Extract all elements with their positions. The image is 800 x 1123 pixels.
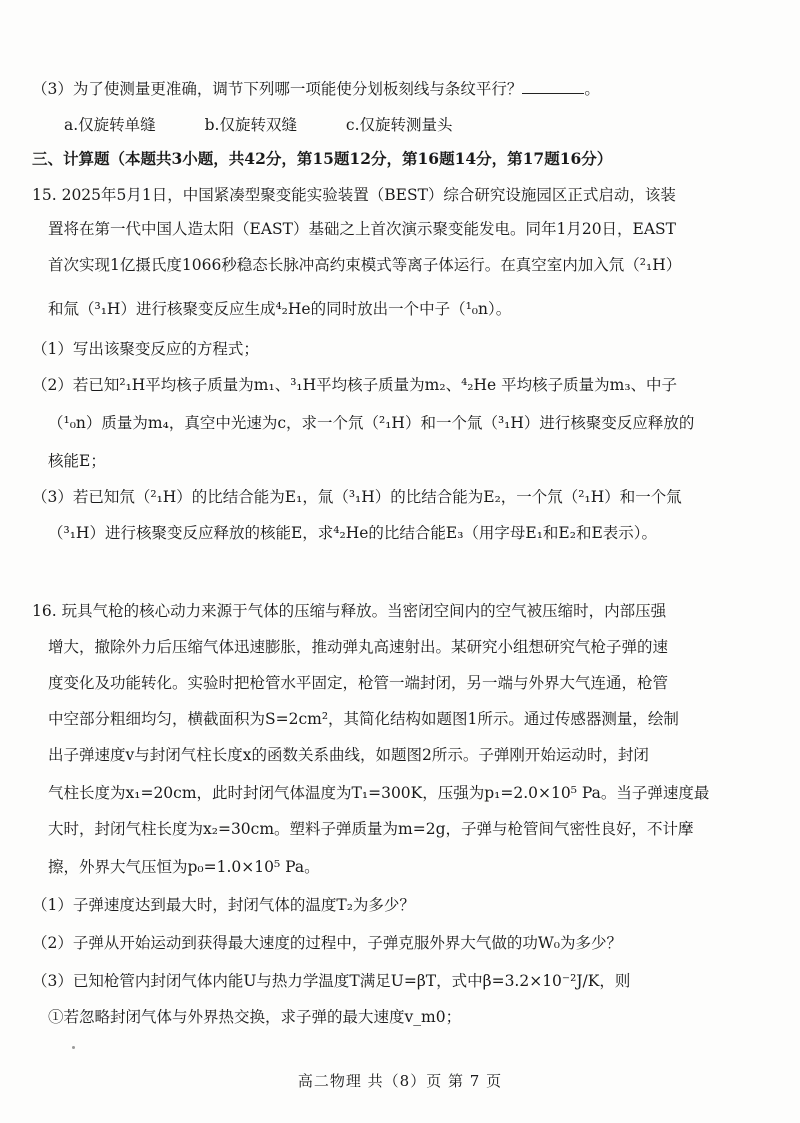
q15-part3-line-2: （³₁H）进行核聚变反应释放的核能E，求⁴₂He的比结合能E₃（用字母E₁和E₂和E表示）。 bbox=[48, 524, 658, 542]
q15-part1: （1）写出该聚变反应的方程式； bbox=[32, 340, 259, 358]
q15-line-1: 15. 2025年5月1日，中国紧凑型聚变能实验装置（BEST）综合研究设施园区正式启动，该装 bbox=[32, 186, 676, 204]
q14-part3-text: （3）为了使测量更准确，调节下列哪一项能使分划板刻线与条纹平行？ bbox=[32, 80, 523, 98]
q16-part2: （2）子弹从开始运动到获得最大速度的过程中，子弹克服外界大气做的功W₀为多少？ bbox=[32, 934, 623, 952]
q14-part3-question bbox=[32, 78, 776, 100]
option-c: c.仅旋转测量头 bbox=[345, 116, 453, 134]
q16-line-6: 气柱长度为x₁=20cm，此时封闭气体温度为T₁=300K，压强为p₁=2.0×10⁵ Pa。当子弹速度最 bbox=[48, 784, 710, 802]
q14-part3-end: 。 bbox=[584, 80, 600, 98]
scan-speck bbox=[72, 1046, 75, 1049]
q15-line-4: 和氚（³₁H）进行核聚变反应生成⁴₂He的同时放出一个中子（¹₀n）。 bbox=[48, 300, 512, 318]
q15-part3-line-1: （3）若已知氘（²₁H）的比结合能为E₁，氚（³₁H）的比结合能为E₂，一个氘（²₁H）和一个氚 bbox=[32, 488, 682, 506]
q15-part2-line-2: （¹₀n）质量为m₄，真空中光速为c，求一个氘（²₁H）和一个氚（³₁H）进行核聚变反应释放的 bbox=[48, 414, 695, 432]
q16-line-1: 16. 玩具气枪的核心动力来源于气体的压缩与释放。当密闭空间内的空气被压缩时，内部压强 bbox=[32, 602, 667, 620]
q16-line-4: 中空部分粗细均匀，横截面积为S=2cm²，其简化结构如题图1所示。通过传感器测量，绘制 bbox=[48, 710, 679, 728]
q15-line-2: 置将在第一代中国人造太阳（EAST）基础之上首次演示聚变能发电。同年1月20日，EAST bbox=[48, 220, 677, 238]
option-a: a.仅旋转单缝 bbox=[64, 116, 156, 134]
q16-line-7: 大时，封闭气柱长度为x₂=30cm。塑料子弹质量为m=2g，子弹与枪管间气密性良好，不计摩 bbox=[48, 820, 694, 838]
option-b: b.仅旋转双缝 bbox=[204, 116, 297, 134]
q15-part2-line-1: （2）若已知²₁H平均核子质量为m₁、³₁H平均核子质量为m₂、⁴₂He 平均核子质量为m₃、中子 bbox=[32, 376, 678, 394]
q16-line-8: 擦，外界大气压恒为p₀=1.0×10⁵ Pa。 bbox=[48, 858, 320, 876]
q16-line-3: 度变化及功能转化。实验时把枪管水平固定，枪管一端封闭，另一端与外界大气连通，枪管 bbox=[48, 674, 669, 692]
q15-line-3: 首次实现1亿摄氏度1066秒稳态长脉冲高约束模式等离子体运行。在真空室内加入氘（²₁H） bbox=[48, 256, 682, 274]
section-title: 三、计算题（本题共3小题，共42分，第15题12分，第16题14分，第17题16分） bbox=[32, 149, 613, 168]
q16-line-2: 增大，撤除外力后压缩气体迅速膨胀，推动弹丸高速射出。某研究小组想研究气枪子弹的速 bbox=[48, 638, 669, 656]
q16-line-5: 出子弹速度v与封闭气柱长度x的函数关系曲线，如题图2所示。子弹刚开始运动时，封闭 bbox=[48, 746, 649, 764]
q16-part3-sub1: ①若忽略封闭气体与外界热交换，求子弹的最大速度v_m0； bbox=[48, 1008, 462, 1026]
q16-part1: （1）子弹速度达到最大时，封闭气体的温度T₂为多少？ bbox=[32, 896, 415, 914]
q16-part3: （3）已知枪管内封闭气体内能U与热力学温度T满足U=βT，式中β=3.2×10⁻²J/K，则 bbox=[32, 972, 631, 990]
page-footer: 高二物理 共（8）页 第 7 页 bbox=[297, 1072, 503, 1090]
q15-part2-line-3: 核能E； bbox=[48, 452, 106, 470]
answer-blank bbox=[522, 79, 584, 94]
q14-options bbox=[64, 114, 776, 136]
